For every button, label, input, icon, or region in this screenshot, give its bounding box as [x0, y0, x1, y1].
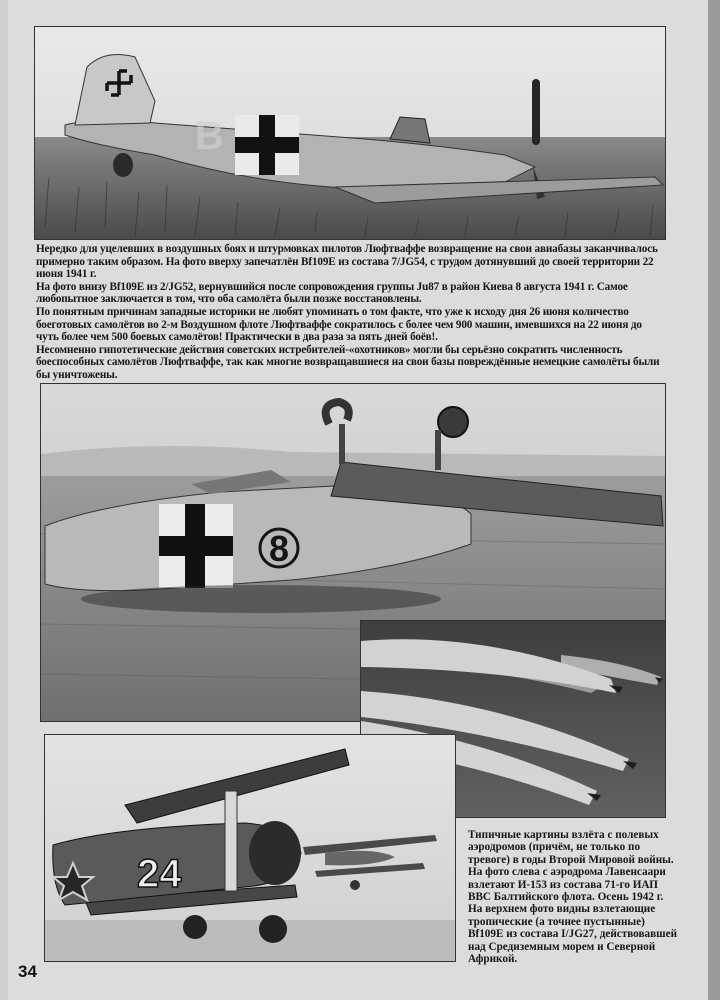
page-number: 34: [18, 962, 37, 981]
magazine-page: [8, 0, 708, 1000]
photo-top-crashed-bf109: [34, 26, 666, 240]
fuselage-letter-b: B: [195, 114, 224, 158]
caption-paragraph: По понятным причинам западные историки не любят упоминать о том факте, что уже к исходу дня 26 июня количество боеготовых самолётов во 2-м Воздушном флоте Люфтваффе сократилось с более чем 900 машин, имевшихся на 22 июня до чуть более чем 500 боевых самолётов! Практически в два раза за пять дней боёв!.: [36, 305, 642, 344]
caption-paragraph: Нередко для уцелевших в воздушных боях и штурмовках пилотов Люфтваффе возвращение на свои авиабазы заканчивалось примерно таким образом. На фото вверху запечатлён Bf109E из состава 7/JG54, с трудом дотянувший до своей территории 22 июня 1941 г.: [36, 243, 658, 281]
page-edge-shadow: [708, 0, 720, 1000]
caption-paragraph: Несомненно гипотетические действия советских истребителей-«охотников» могли бы серьёзно сократить численность боеспособных самолётов Люфтваффе, так как многие возвращавшиеся на свои базы повреждённые немецкие самолёты были бы уничтожены.: [36, 343, 660, 381]
photo-bottom-i153-biplanes: [44, 734, 456, 962]
fuselage-number-8: 8: [268, 528, 290, 569]
caption-paragraph: На фото внизу Bf109E из 2/JG52, вернувшийся после сопровождения группы Ju87 в район Киева 8 августа 1941 г. Самое любопытное заключается в том, что оба самолёта были позже восстановлены.: [36, 280, 628, 306]
caption-paragraph: На верхнем фото видны взлетающие тропические (а точнее пустынные) Bf109E из состава I/JG27, действовавшей над Средиземным морем и Северной Африкой.: [468, 903, 678, 966]
photo-bottom-image: [45, 735, 455, 961]
caption-main: [36, 243, 666, 382]
caption-paragraph: Типичные картины взлёта с полевых аэродромов (причём, не только по тревоге) в годы Второй Мировой войны. На фото слева с аэродрома Лавенсаари взлетают И-153 из состава 71-го ИАП ВВС Балтийского флота. Осень 1942 г.: [468, 829, 674, 904]
caption-secondary: [468, 829, 680, 965]
photo-top-image: [35, 27, 665, 239]
fuselage-number-24: 24: [137, 852, 182, 896]
